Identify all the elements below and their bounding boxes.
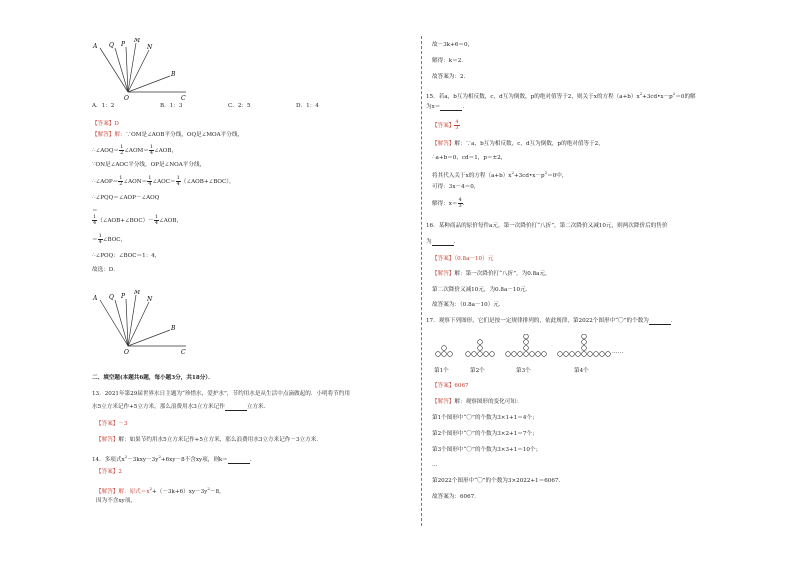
figure-label-2: 第2个: [470, 368, 485, 374]
solution-14-cont: 故答案为：2．: [432, 74, 470, 80]
solution-13: 【解答】解：如果节约用水5立方米记作+5立方米，那么浪费用水3立方米记作－3立方米．: [96, 437, 322, 443]
angle-figure-1: [90, 38, 200, 100]
option-b: B．1：3: [160, 103, 183, 109]
svg-text:N: N: [147, 44, 153, 51]
solution-12-line: ＝: [92, 208, 98, 214]
svg-text:P: P: [121, 41, 126, 48]
solution-12-line: 【解答】解：∵OM是∠AOB平分线，OQ是∠MOA平分线，: [92, 132, 244, 138]
solution-12-line: ∵ON是∠AOC平分线，OP是∠NOA平分线，: [92, 162, 206, 168]
solution-17: 【解答】解：观察图形的变化可知：: [432, 399, 522, 405]
solution-17-line: 第2022个图形中“〇”的个数为3×2022+1＝6067．: [432, 478, 565, 484]
solution-16: 【解答】解：第一次降价打“八折”，为0.8a元，: [432, 271, 551, 277]
answer-13: 【答案】－3: [96, 421, 128, 427]
solution-15-line: 可得：3x－4＝0，: [432, 184, 480, 190]
svg-text:B: B: [171, 325, 176, 332]
section-heading: 二、填空题(本题共6题，每小题3分，共18分）．: [92, 375, 214, 381]
solution-12-line: ＝ $\frac{1}{4}$ ∠BOC，: [92, 233, 127, 245]
svg-text:Q: Q: [109, 294, 114, 301]
svg-text:N: N: [147, 296, 153, 303]
solution-17-line: 故答案为：6067．: [432, 494, 480, 500]
solution-16-line: 第二次降价又减10元，为0.8a－10元．: [432, 287, 532, 293]
question-13-line2: 水5立方米记作+5立方米，那么浪费用水3立方米记作 立方米．: [92, 404, 270, 410]
solution-12-line: ∴∠AOQ＝ $\frac{1}{2}$ ∠AOM＝ $\frac{1}{4}$ ∠AOB，: [92, 144, 178, 156]
solution-16-line: 故答案为：（0.8a－10）元．: [432, 302, 505, 308]
answer-14: 【答案】2: [96, 469, 122, 475]
question-13: 13．2021年第29届世界水日主题为“珍惜水，爱护水”，节约用水是从生活中点滴做起的．小明将节约用: [92, 391, 350, 397]
svg-text:O: O: [124, 95, 129, 100]
solution-14: 【解答】解：原式$=x^2+(-3k+6)xy-3y^2-8$，: [96, 486, 225, 495]
svg-text:A: A: [93, 43, 98, 50]
solution-17-line: 第1个图形中“〇”的个数为3×1+1＝4个；: [432, 415, 538, 421]
circle-pattern-figure: [432, 334, 632, 380]
solution-14-cont: 解得：k＝2．: [432, 58, 467, 64]
option-a: A．1：2: [92, 103, 115, 109]
solution-15-line: 将其代入关于x的方程$(a+b)x^2+3cd•x-p^2=0$中，: [432, 170, 568, 179]
svg-text:Q: Q: [109, 42, 114, 49]
option-d: D．1：4: [296, 103, 319, 109]
solution-17-line: …: [432, 462, 438, 468]
figure-label-1: 第1个: [434, 368, 449, 374]
question-14: 14．多项式$x^2-3kxy-3y^2+6xy-8$不含xy项，则k＝ ．: [92, 454, 256, 463]
solution-15: 【解答】解：∵a，b互为相反数，c，d互为倒数，p的绝对值等于2，: [432, 141, 604, 147]
solution-17-line: 第3个图形中“〇”的个数为3×3+1＝10个；: [432, 447, 542, 453]
svg-text:M: M: [134, 290, 141, 296]
svg-text:M: M: [134, 38, 141, 44]
pattern-ellipsis: ……: [612, 349, 624, 355]
solution-15-line: 解得：x＝ $\frac{4}{3}$ ．: [432, 197, 469, 209]
solution-12-line: ∴∠POQ：∠BOC＝1：4，: [92, 253, 161, 259]
solution-12-line: ∴∠AOP＝ $\frac{1}{2}$ ∠AON＝ $\frac{1}{4}$ ∠AOC＝ $\frac{1}{4}$ （∠AOB+∠BOC），: [92, 175, 235, 187]
solution-14-line2: 因为不含xy项，: [96, 498, 136, 504]
angle-figure-2: [90, 290, 200, 356]
svg-text:A: A: [93, 295, 98, 302]
solution-15-line: ∴a+b＝0，cd＝1，p＝±2，: [432, 155, 507, 161]
svg-text:C: C: [181, 95, 186, 100]
solution-17-line: 第2个图形中“〇”的个数为3×2+1＝7个；: [432, 431, 538, 437]
solution-14-cont: 故－3k+6＝0，: [432, 42, 474, 48]
solution-12-line: ∴∠PQQ＝∠AOP－∠AOQ: [92, 195, 160, 201]
answer-17: 【答案】6067: [432, 383, 469, 389]
svg-text:B: B: [171, 71, 176, 78]
solution-12-line: $\frac{1}{4}$ （∠AOB+∠BOC）－ $\frac{1}{4}$ ∠AOB，: [93, 214, 183, 226]
answer-12: 【答案】D: [92, 121, 119, 127]
svg-text:C: C: [181, 349, 186, 356]
question-17: 17．观察下列图形，它们是按一定规律排列的，依此规律，第2022个图形中“〇”的个数为 ．: [426, 318, 677, 324]
question-15-line2: 为x＝ ．: [426, 104, 468, 110]
question-16: 16．某种商品的原价每件a元，第一次降价打“八折”，第二次降价又减10元，则两次降价后的售价: [426, 223, 668, 229]
solution-12-line: 故选：D．: [92, 267, 119, 273]
option-c: C．2：5: [228, 103, 251, 109]
question-15: 15．若a，b互为相反数，c，d互为倒数，p的绝对值等于2，则关于x的方程$(a+b)x^2+3cd•x-p^2=0$的解: [426, 91, 696, 100]
answer-15: 【答案】 $\frac{4}{3}$: [432, 119, 459, 131]
answer-16: 【答案】（0.8a－10）元: [432, 256, 494, 262]
svg-text:O: O: [124, 349, 129, 356]
question-16-line2: 为 ．: [426, 239, 460, 245]
column-divider: [421, 36, 422, 526]
svg-text:P: P: [121, 293, 126, 300]
figure-label-4: 第4个: [574, 368, 589, 374]
figure-label-3: 第3个: [516, 368, 531, 374]
